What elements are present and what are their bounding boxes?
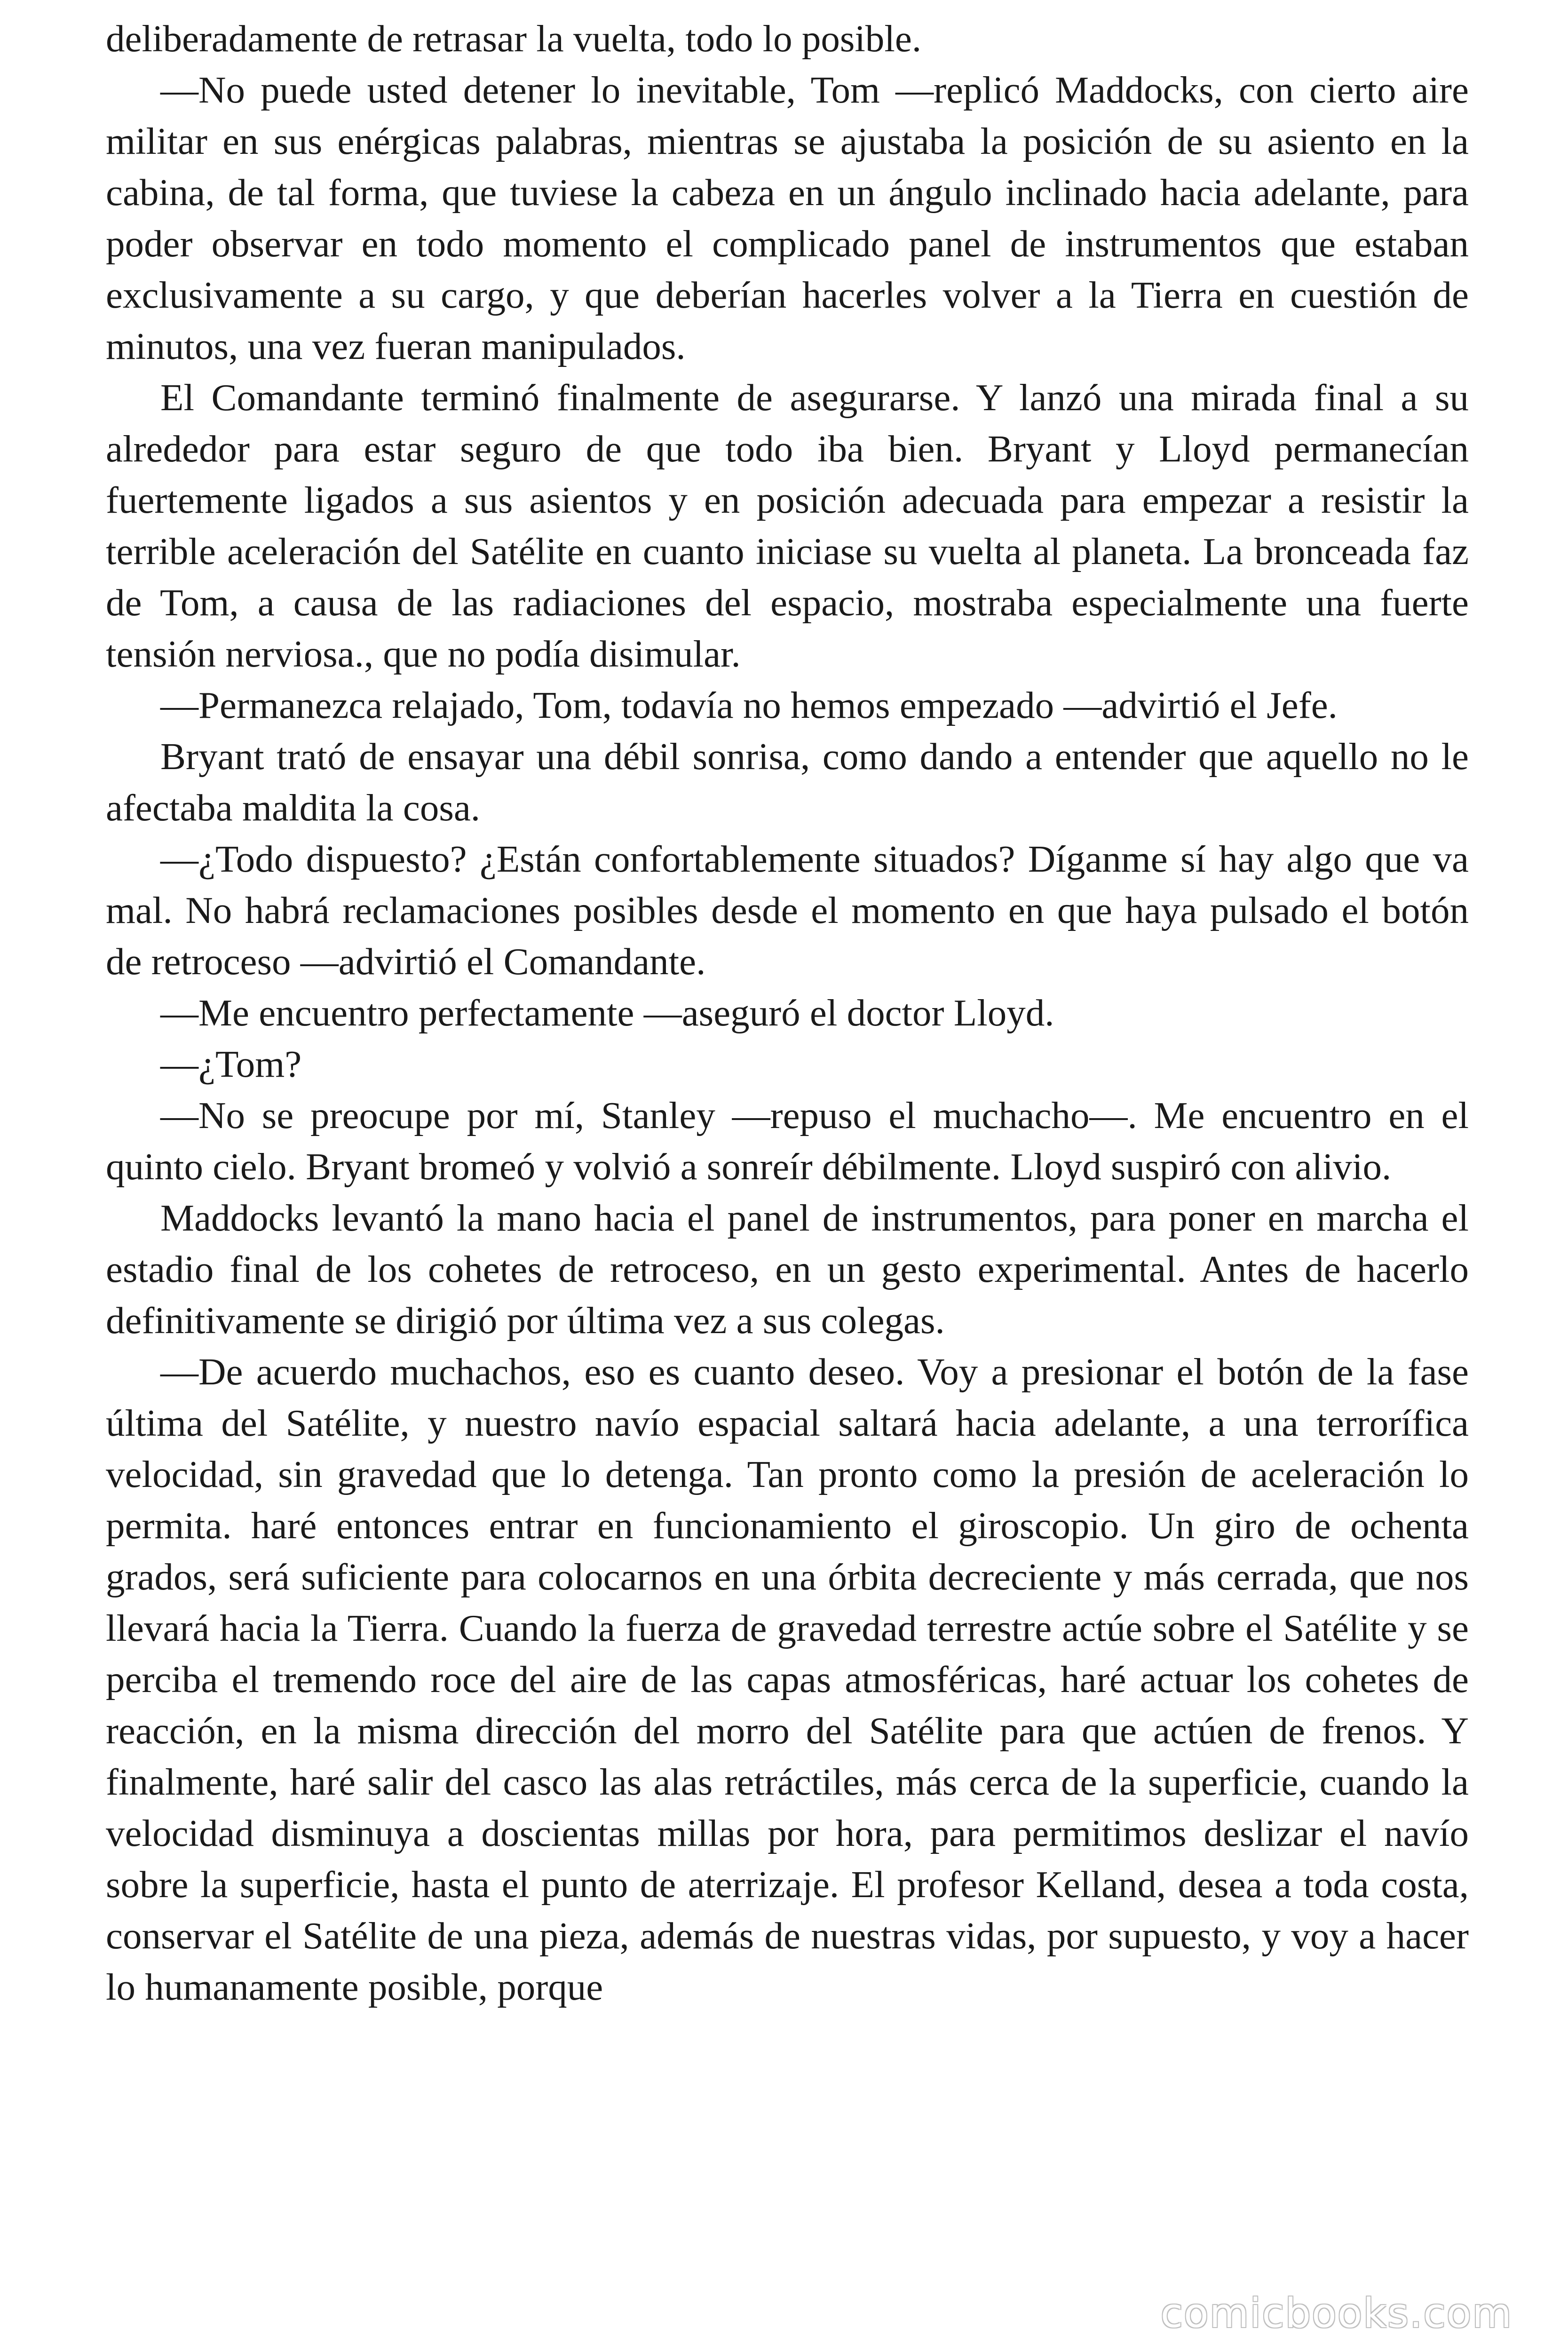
paragraph: —Me encuentro perfectamente —aseguró el doctor Lloyd. xyxy=(160,992,1054,1034)
paragraph: El Comandante terminó finalmente de asegurarse. Y lanzó una mirada final a su alrededor para estar seguro de que todo iba bien. Bryant y Lloyd permanecían fuertemente ligados a sus asientos y en posición adecuada para empezar a resistir la terrible aceleración del Satélite en cuanto iniciase su vuelta al planeta. La bronceada faz de Tom, a causa de las radiaciones del espacio, mostraba especialmente una fuerte tensión nerviosa., que no podía disimular. xyxy=(106,376,1469,675)
paragraph: —No puede usted detener lo inevitable, Tom —replicó Maddocks, con cierto aire militar en sus enérgicas palabras, mientras se ajustaba la posición de su asiento en la cabina, de tal forma, que tuviese la cabeza en un ángulo inclinado hacia adelante, para poder observar en todo momento el complicado panel de instrumentos que estaban exclusivamente a su cargo, y que deberían hacerles volver a la Tierra en cuestión de minutos, una vez fueran manipulados. xyxy=(106,69,1469,367)
watermark-logo: comicbooks.com xyxy=(1160,2290,1513,2337)
paragraph: —Permanezca relajado, Tom, todavía no hemos empezado —advirtió el Jefe. xyxy=(160,684,1338,726)
paragraph: Bryant trató de ensayar una débil sonrisa, como dando a entender que aquello no le afectaba maldita la cosa. xyxy=(106,735,1469,829)
paragraph: —De acuerdo muchachos, eso es cuanto deseo. Voy a presionar el botón de la fase última del Satélite, y nuestro navío espacial saltará hacia adelante, a una terrorífica velocidad, sin gravedad que lo detenga. Tan pronto como la presión de aceleración lo permita. haré entonces entrar en funcionamiento el giroscopio. Un giro de ochenta grados, será suficiente para colocarnos en una órbita decreciente y más cerrada, que nos llevará hacia la Tierra. Cuando la fuerza de gravedad terrestre actúe sobre el Satélite y se perciba el tremendo roce del aire de las capas atmosféricas, haré actuar los cohetes de reacción, en la misma dirección del morro del Satélite para que actúen de frenos. Y finalmente, haré salir del casco las alas retráctiles, más cerca de la superficie, cuando la velocidad disminuya a doscientas millas por hora, para permitimos deslizar el navío sobre la superficie, hasta el punto de aterrizaje. El profesor Kelland, desea a toda costa, conservar el Satélite de una pieza, además de nuestras vidas, por supuesto, y voy a hacer lo humanamente posible, porque xyxy=(106,1351,1469,2008)
paragraph: —¿Todo dispuesto? ¿Están confortablemente situados? Díganme sí hay algo que va mal. No habrá reclamaciones posibles desde el momento en que haya pulsado el botón de retroceso —advirtió el Comandante. xyxy=(106,838,1469,983)
book-page-text xyxy=(106,13,1469,2013)
paragraph: —¿Tom? xyxy=(160,1043,302,1085)
paragraph-continuation: deliberadamente de retrasar la vuelta, todo lo posible. xyxy=(106,17,922,60)
paragraph: —No se preocupe por mí, Stanley —repuso el muchacho—. Me encuentro en el quinto cielo. Bryant bromeó y volvió a sonreír débilmente. Lloyd suspiró con alivio. xyxy=(106,1094,1469,1188)
paragraph: Maddocks levantó la mano hacia el panel de instrumentos, para poner en marcha el estadio final de los cohetes de retroceso, en un gesto experimental. Antes de hacerlo definitivamente se dirigió por última vez a sus colegas. xyxy=(106,1197,1469,1342)
